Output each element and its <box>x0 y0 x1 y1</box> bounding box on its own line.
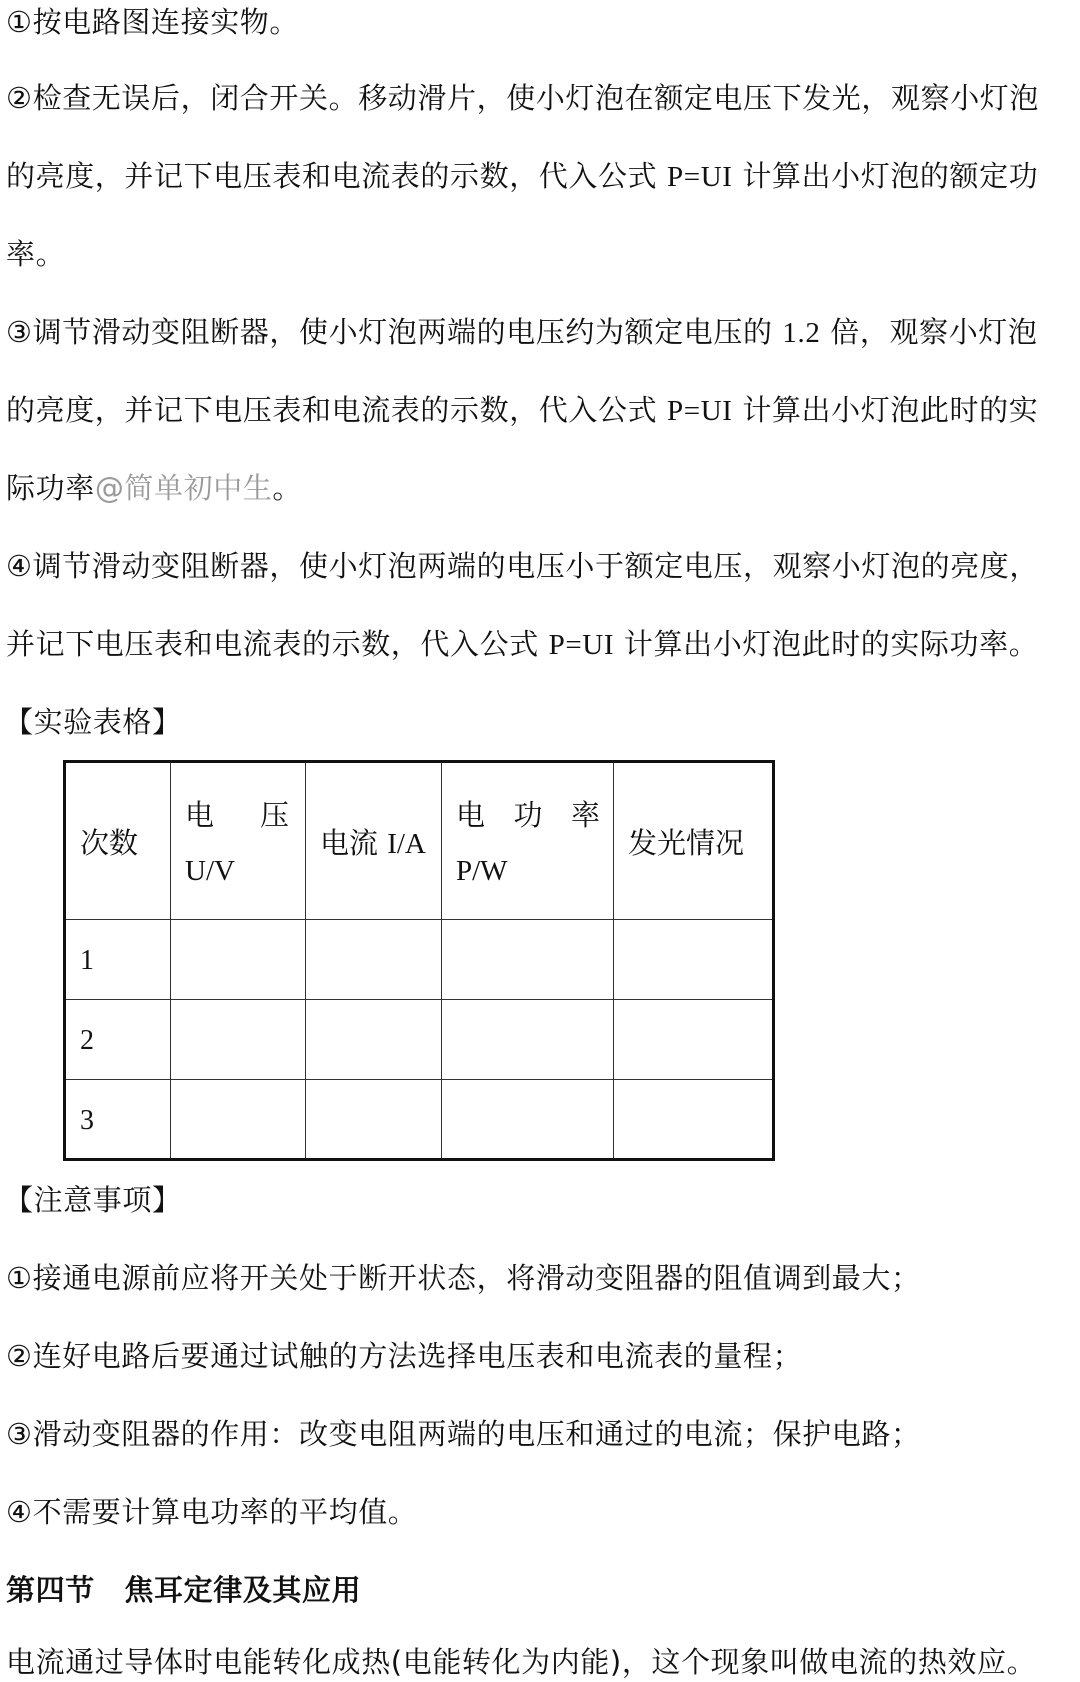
step-3-line-2: 的亮度，并记下电压表和电流表的示数，代入公式 P=UI 计算出小灯泡此时的实 <box>6 393 1039 427</box>
step-4-line-2: 并记下电压表和电流表的示数，代入公式 P=UI 计算出小灯泡此时的实际功率。 <box>6 627 1039 661</box>
header-power: 电 功 率 P/W <box>442 762 614 920</box>
table-row <box>65 1000 774 1080</box>
section-paragraph: 电流通过导体时电能转化成热(电能转化为内能)，这个现象叫做电流的热效应。 <box>6 1645 1037 1679</box>
note-1: ①接通电源前应将开关处于断开状态，将滑动变阻器的阻值调到最大； <box>6 1261 921 1295</box>
step-4-line-1: ④调节滑动变阻断器，使小灯泡两端的电压小于额定电压，观察小灯泡的亮度， <box>6 549 1039 583</box>
header-voltage: 电 压 U/V <box>171 762 306 920</box>
section-title: 第四节 焦耳定律及其应用 <box>6 1573 362 1607</box>
header-glow: 发光情况 <box>614 762 774 920</box>
table-header-row <box>65 762 774 920</box>
table-row <box>65 1080 774 1160</box>
header-current: 电流 I/A <box>306 762 442 920</box>
table-cell <box>306 1080 442 1160</box>
ratio-value: 1.2 <box>782 317 821 349</box>
formula-pui: P=UI <box>667 395 733 427</box>
notes-heading: 【注意事项】 <box>4 1183 182 1217</box>
experiment-table <box>63 760 775 1161</box>
table-cell <box>171 920 306 1000</box>
formula-pui: P=UI <box>667 161 733 193</box>
table-cell <box>171 1080 306 1160</box>
step-3-line-3: 际功率@简单初中生。 <box>6 471 303 505</box>
step-2-line-3: 率。 <box>6 237 66 271</box>
note-2: ②连好电路后要通过试触的方法选择电压表和电流表的量程； <box>6 1339 803 1373</box>
table-cell <box>442 920 614 1000</box>
watermark: @简单初中生 <box>94 471 273 505</box>
table-cell <box>171 1000 306 1080</box>
table-cell <box>306 920 442 1000</box>
table-heading: 【实验表格】 <box>4 705 182 739</box>
header-count: 次数 <box>65 762 171 920</box>
step-1: ①按电路图连接实物。 <box>6 5 299 39</box>
row-number: 3 <box>65 1080 171 1160</box>
row-number: 1 <box>65 920 171 1000</box>
row-number: 2 <box>65 1000 171 1080</box>
table-cell <box>614 1080 774 1160</box>
table-cell <box>614 920 774 1000</box>
note-4: ④不需要计算电功率的平均值。 <box>6 1495 418 1529</box>
step-2-line-2: 的亮度，并记下电压表和电流表的示数，代入公式 P=UI 计算出小灯泡的额定功 <box>6 159 1039 193</box>
table-cell <box>306 1000 442 1080</box>
table-cell <box>442 1000 614 1080</box>
table-row <box>65 920 774 1000</box>
formula-pui: P=UI <box>548 629 615 661</box>
step-2-line-1: ②检查无误后，闭合开关。移动滑片，使小灯泡在额定电压下发光，观察小灯泡 <box>6 81 1039 115</box>
table-cell <box>442 1080 614 1160</box>
note-3: ③滑动变阻器的作用：改变电阻两端的电压和通过的电流；保护电路； <box>6 1417 921 1451</box>
table-cell <box>614 1000 774 1080</box>
step-3-line-1: ③调节滑动变阻断器，使小灯泡两端的电压约为额定电压的 1.2 倍，观察小灯泡 <box>6 315 1038 349</box>
